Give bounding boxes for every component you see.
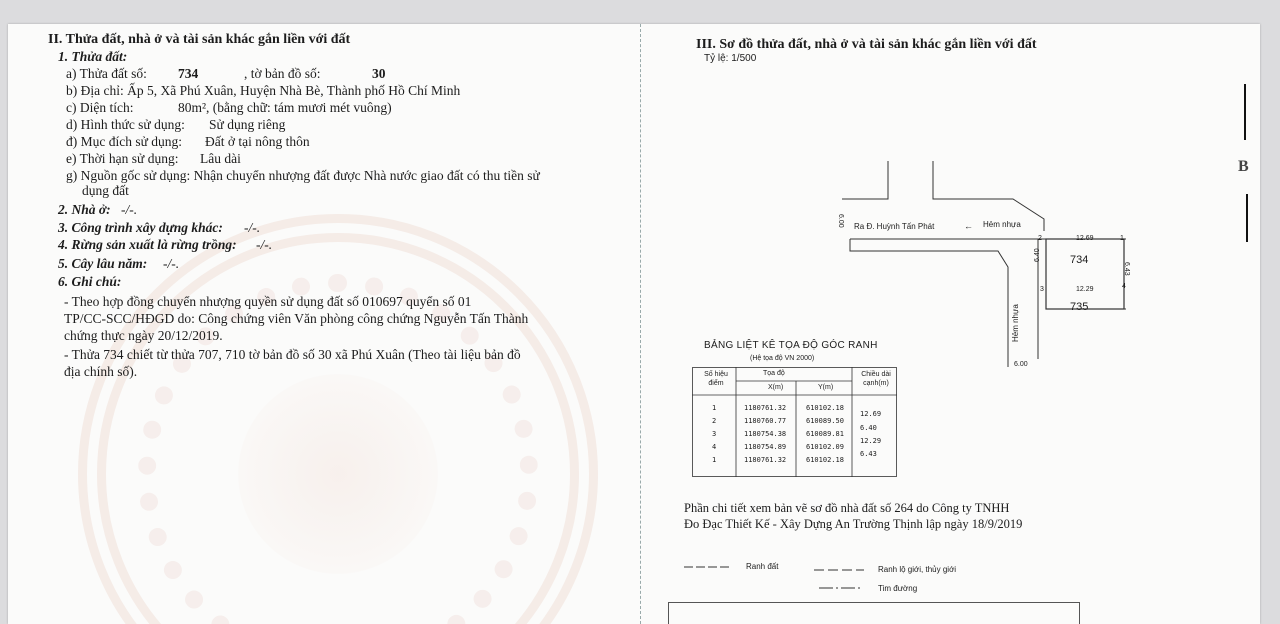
note-1-line-3: chứng thực ngày 20/12/2019.	[64, 328, 223, 343]
point-2: 2	[1038, 235, 1042, 242]
usage-term-value: Lâu dài	[200, 151, 241, 166]
note-1-line-1: - Theo hợp đồng chuyển nhượng quyền sử dụng đất số 010697 quyển số 01	[64, 294, 472, 309]
road-edge-left	[842, 161, 888, 199]
arrow-left-icon: ←	[964, 221, 973, 231]
row-y: 610102.18	[806, 456, 844, 464]
perennial-trees-value: -/-.	[163, 256, 180, 271]
point-4: 4	[1122, 283, 1126, 290]
page-fold-line	[640, 24, 641, 624]
origin-line-2: dụng đất	[82, 183, 129, 198]
footer-note-line-1: Phần chi tiết xem bản vẽ sơ đồ nhà đất số 264 do Công ty TNHH	[684, 501, 1010, 515]
col-point-header: Số hiệu điểm	[704, 371, 728, 387]
plot-number-value: 734	[178, 66, 199, 81]
next-section-box	[668, 602, 1080, 624]
row-y: 610089.50	[806, 417, 844, 425]
road-width-top: 6.00	[837, 214, 844, 228]
edge-left-length: 6.40	[1034, 248, 1041, 262]
section-iii-title: III. Sơ đồ thửa đất, nhà ở và tài sản khác gắn liền với đất	[696, 37, 1037, 52]
usage-purpose-value: Đất ở tại nông thôn	[205, 134, 310, 149]
alley-vertical-label: Hẻm nhựa	[1011, 304, 1020, 342]
row-point: 1	[712, 404, 717, 412]
col-length-header: Chiều dài cạnh(m)	[861, 371, 891, 387]
land-plot-heading: 1. Thửa đất:	[58, 49, 128, 64]
row-point: 3	[712, 430, 717, 438]
road-name-label: Ra Đ. Huỳnh Tấn Phát	[854, 222, 935, 231]
other-construction-heading: 3. Công trình xây dựng khác:	[58, 220, 223, 235]
map-sheet-label: , tờ bản đồ số:	[244, 66, 321, 81]
edge-mark-top	[1244, 84, 1246, 140]
lot-734-label: 734	[1070, 254, 1089, 266]
address-line: b) Địa chỉ: Ấp 5, Xã Phú Xuân, Huyện Nhà Bè, Thành phố Hồ Chí Minh	[66, 83, 461, 98]
edge-mark-bottom	[1246, 194, 1248, 242]
certificate-page	[8, 24, 1260, 624]
scale-text: Tỷ lệ: 1/500	[704, 53, 757, 64]
legend-lines	[684, 560, 884, 600]
edge-bottom-length: 12.29	[1076, 286, 1094, 293]
lot-734-boundary	[1046, 239, 1124, 309]
usage-term-label: e) Thời hạn sử dụng:	[66, 151, 179, 166]
alley-width-bottom: 6.00	[1014, 361, 1028, 368]
section-ii-title: II. Thửa đất, nhà ở và tài sản khác gắn liền với đất	[48, 32, 351, 47]
row-point: 2	[712, 417, 717, 425]
row-y: 610102.18	[806, 404, 844, 412]
col-x-header: X(m)	[768, 384, 784, 391]
length-2: 6.40	[860, 424, 877, 432]
col-y-header: Y(m)	[818, 384, 834, 391]
row-x: 1180760.77	[744, 417, 787, 425]
origin-line-1: g) Nguồn gốc sử dụng: Nhận chuyển nhượng đất được Nhà nước giao đất có thu tiền sử	[66, 168, 540, 183]
other-construction-value: -/-.	[244, 220, 261, 235]
note-1-line-2: TP/CC-SCC/HĐGD do: Công chứng viên Văn phòng công chứng Nguyễn Tấn Thành	[64, 311, 529, 326]
coord-table-title: BẢNG LIỆT KÊ TỌA ĐỘ GÓC RANH	[704, 340, 878, 351]
point-1: 1	[1120, 235, 1124, 242]
length-4: 6.43	[860, 450, 877, 458]
side-mark: B	[1238, 158, 1249, 175]
row-point: 4	[712, 443, 717, 451]
col-coord-header: Tọa độ	[763, 370, 785, 377]
legend-boundary-label: Ranh đất	[746, 562, 779, 571]
row-x: 1180761.32	[744, 456, 787, 464]
area-value: 80m², (bằng chữ: tám mươi mét vuông)	[178, 100, 392, 115]
length-1: 12.69	[860, 410, 882, 418]
alley-label: Hẻm nhựa	[983, 220, 1021, 229]
note-2-line-2: địa chính số).	[64, 364, 138, 379]
length-3: 12.29	[860, 437, 882, 445]
forest-heading: 4. Rừng sản xuất là rừng trồng:	[58, 237, 237, 252]
note-2-line-1: - Thửa 734 chiết từ thửa 707, 710 tờ bản đồ số 30 xã Phú Xuân (Theo tài liệu bản đồ	[64, 347, 521, 362]
house-value: -/-.	[121, 202, 138, 217]
usage-form-label: d) Hình thức sử dụng:	[66, 117, 185, 132]
row-y: 610102.09	[806, 443, 844, 451]
usage-purpose-label: đ) Mục đích sử dụng:	[66, 134, 183, 149]
row-x: 1180754.38	[744, 430, 787, 438]
edge-top-length: 12.69	[1076, 235, 1094, 242]
row-point: 1	[712, 456, 717, 464]
footer-note-line-2: Đo Đạc Thiết Kế - Xây Dựng An Trường Thịnh lập ngày 18/9/2019	[684, 517, 1023, 531]
area-label: c) Diện tích:	[66, 100, 134, 115]
point-3: 3	[1040, 286, 1044, 293]
notes-heading: 6. Ghi chú:	[58, 274, 122, 289]
edge-right-length: 6.43	[1123, 262, 1130, 276]
row-x: 1180754.89	[744, 443, 787, 451]
lot-735-label: 735	[1070, 301, 1089, 313]
map-sheet-value: 30	[372, 66, 386, 81]
row-x: 1180761.32	[744, 404, 787, 412]
house-heading: 2. Nhà ở:	[58, 202, 111, 217]
watermark-seal-center	[238, 374, 438, 574]
coord-table-subtitle: (Hệ tọa độ VN 2000)	[750, 355, 815, 362]
legend-road-boundary-label: Ranh lộ giới, thủy giới	[878, 565, 957, 574]
forest-value: -/-.	[256, 237, 273, 252]
perennial-trees-heading: 5. Cây lâu năm:	[58, 256, 148, 271]
row-y: 610089.81	[806, 430, 844, 438]
plot-number-label: a) Thửa đất số:	[66, 66, 147, 81]
legend-centerline-label: Tim đường	[878, 584, 918, 593]
usage-form-value: Sử dụng riêng	[209, 117, 286, 132]
